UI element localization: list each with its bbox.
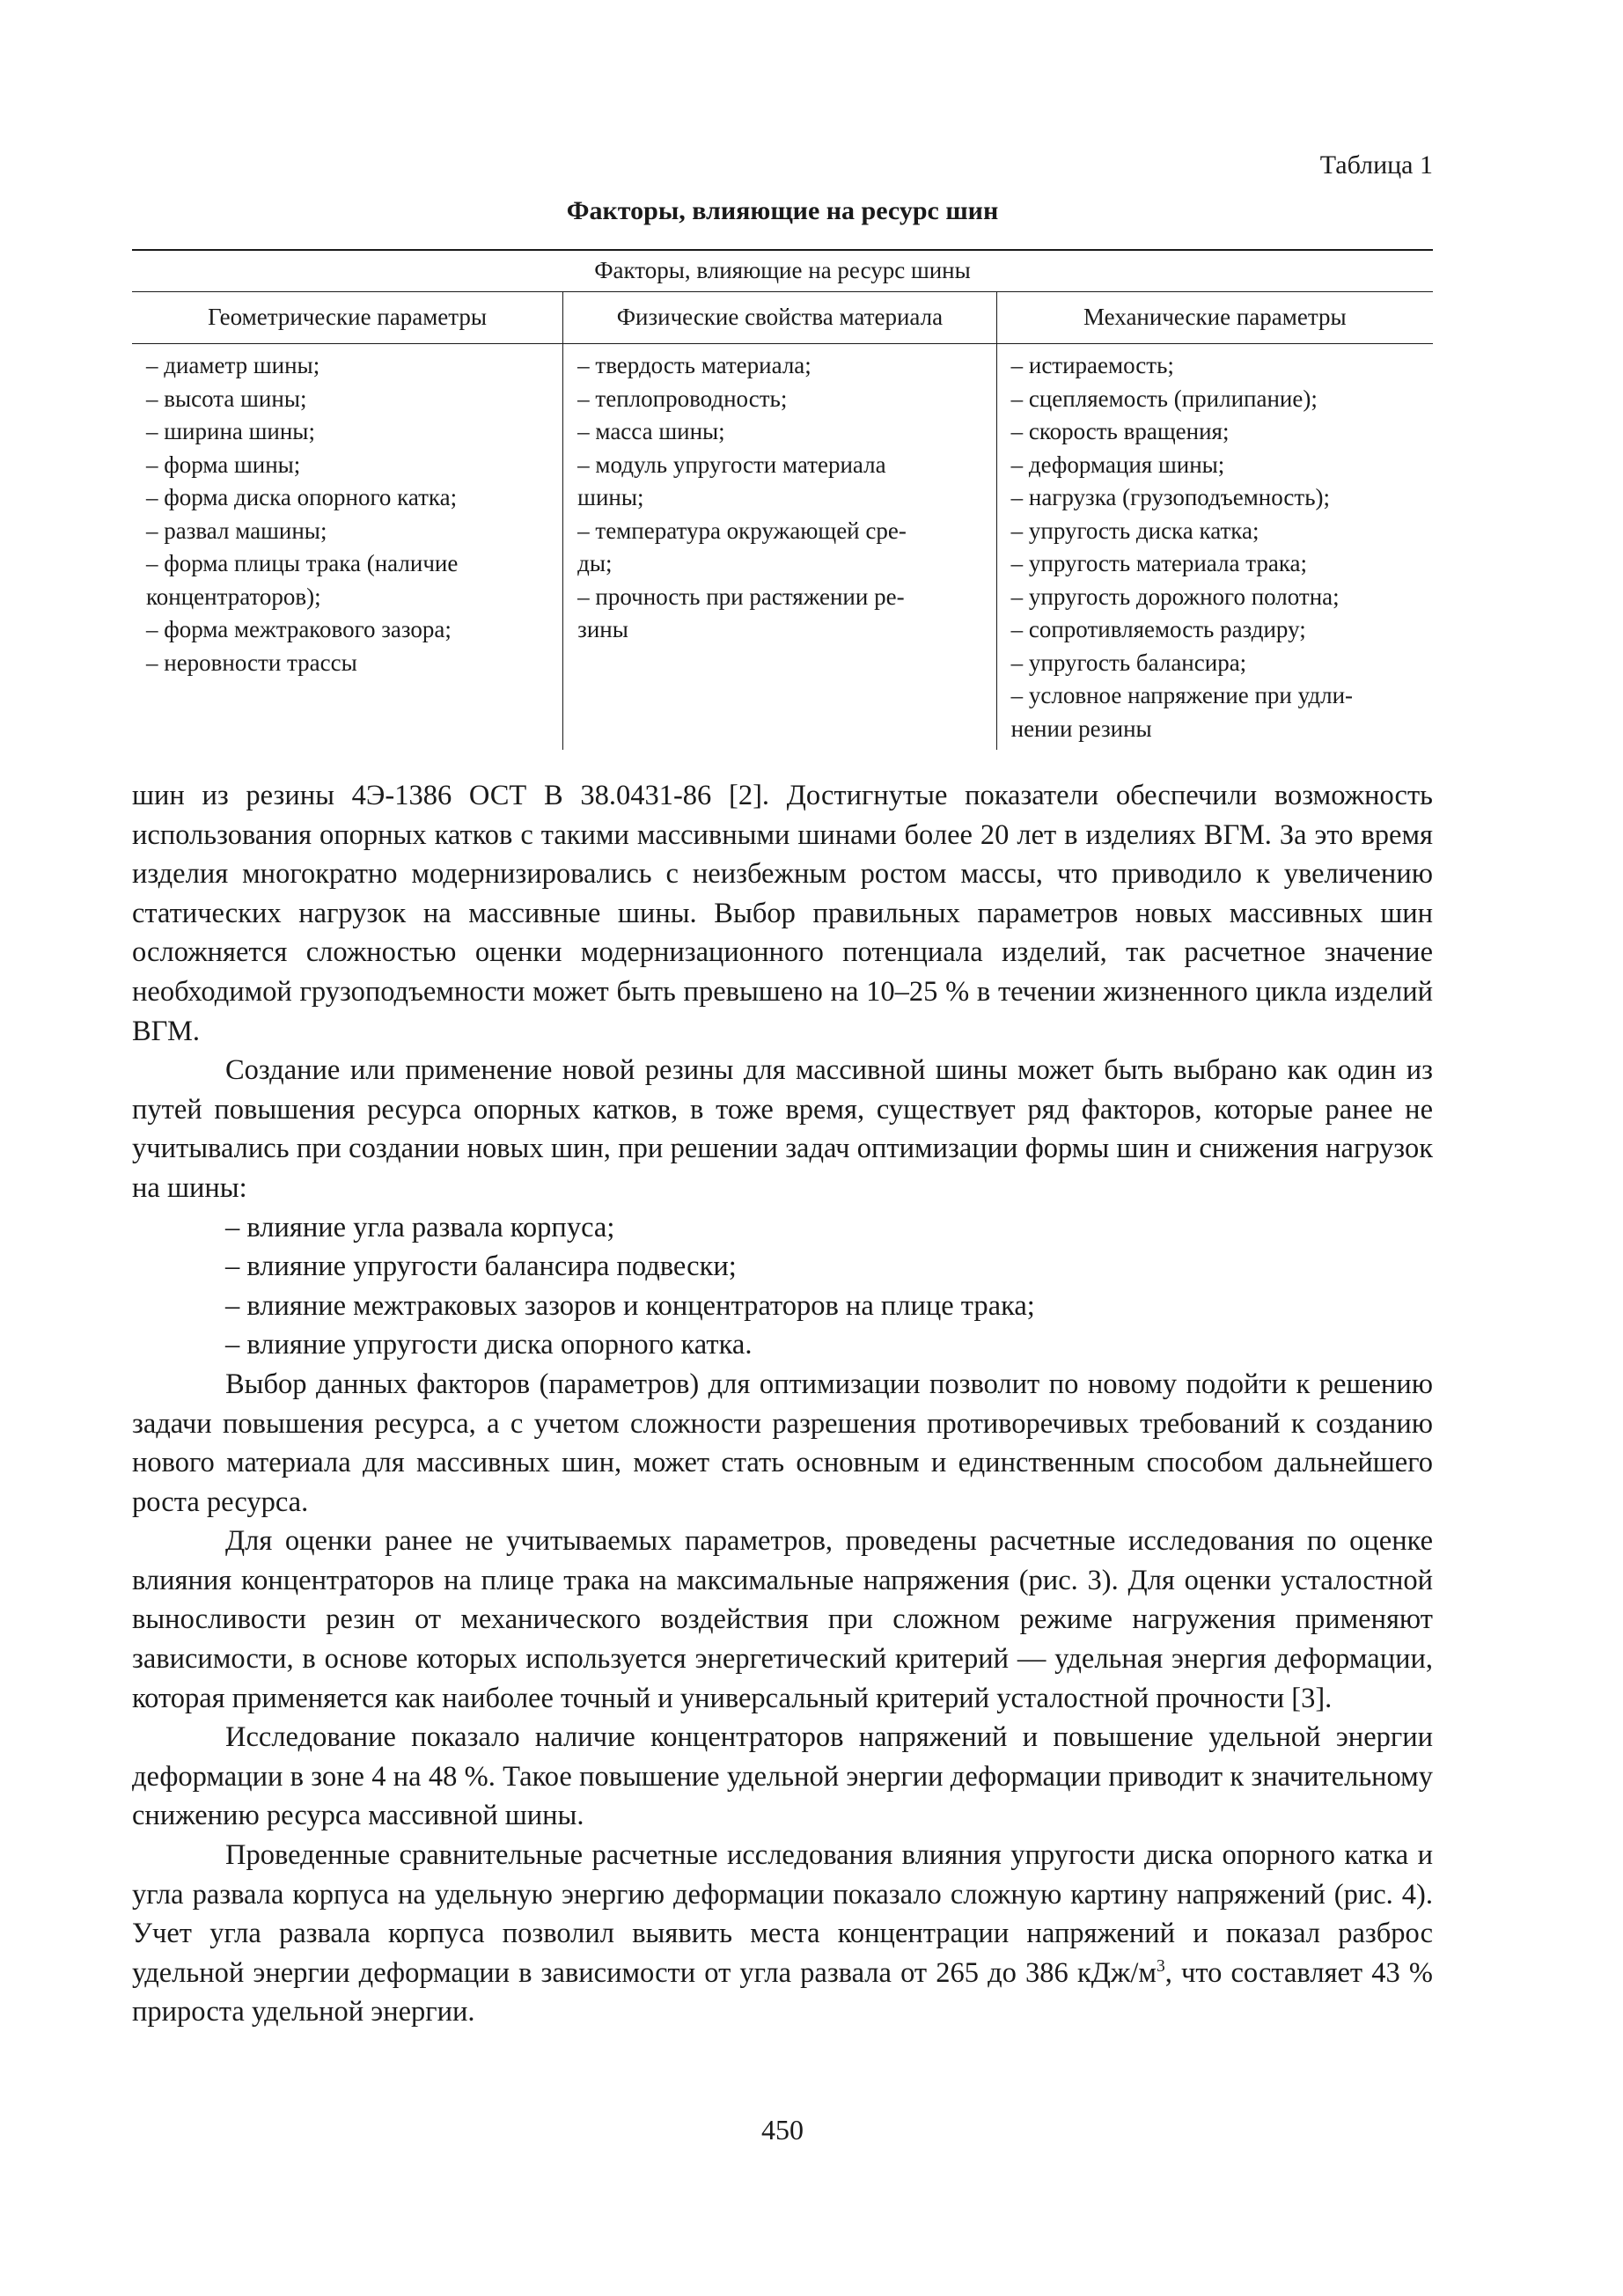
list-item: – влияние упругости диска опорного катка.	[225, 1329, 753, 1361]
paragraph-text: , что составляет 43 % прироста удельной энергии.	[132, 1956, 1433, 2028]
table-cell-geometric	[132, 344, 563, 751]
table-cell-mechanical	[996, 344, 1433, 751]
list-item: нении резины	[1010, 715, 1152, 742]
list-item: – форма шины;	[146, 451, 301, 478]
list-item: – твердость материала;	[577, 352, 812, 378]
column-header-physical: Физические свойства материала	[563, 292, 996, 344]
table-group-header: Факторы, влияющие на ресурс шины	[132, 250, 1433, 292]
paragraph-text: Проведенные сравнительные расчетные исследования влияния упругости диска опорного катка и угла развала корпуса на удельную энергию деформации показало сложную картину напряжений (рис. 4). Учет угла развала корпуса позволил выявить места концентрации напряжений и показал разброс удельной энергии деформации в зависимости от угла развала от 265 до 386 кДж/м	[132, 1839, 1433, 1989]
table-label: Таблица 1	[1319, 150, 1433, 180]
list-item: – диаметр шины;	[146, 352, 320, 378]
body-text	[132, 776, 1433, 2032]
list-item: – упругость диска катка;	[1010, 517, 1259, 544]
list-item: – упругость материала трака;	[1010, 550, 1308, 576]
list-item: зины	[577, 616, 628, 642]
table-column-header-row	[132, 292, 1433, 344]
paragraph: Для оценки ранее не учитываемых параметров, проведены расчетные исследования по оценке влияния концентраторов на плице трака на максимальные напряжения (рис. 3). Для оценки усталостной выносливости резин от механического воздействия при сложном режиме нагружения применяют зависимости, в основе которых используется энергетический критерий — удельная энергия деформации, которая применяется как наиболее точный и универсальный критерий усталостной прочности [3].	[132, 1525, 1433, 1714]
table-cell-physical	[563, 344, 996, 751]
list-item: шины;	[577, 484, 644, 510]
paragraph: Создание или применение новой резины для массивной шины может быть выбрано как один из путей повышения ресурса опорных катков, в тоже время, существует ряд факторов, которые ранее не учитывались при создании новых шин, при решении задач оптимизации формы шин и снижения нагрузок на шины:	[132, 1054, 1433, 1204]
list-item: – масса шины;	[577, 418, 725, 444]
paragraph: шин из резины 4Э-1386 ОСТ В 38.0431-86 [2]. Достигнутые показатели обеспечили возможность использования опорных катков с такими массивными шинами более 20 лет в изделиях ВГМ. За это время изделия многократно модернизировались с неизбежным ростом массы, что приводило к увеличению статических нагрузок на массивные шины. Выбор правильных параметров новых массивных шин осложняется сложностью оценки модернизационного потенциала изделий, так расчетное значение необходимой грузоподъемности может быть превышено на 10–25 % в течении жизненного цикла изделий ВГМ.	[132, 780, 1433, 1047]
list-item: – влияние угла развала корпуса;	[225, 1211, 615, 1243]
geometric-factors-list	[146, 349, 548, 679]
mechanical-factors-list	[1011, 349, 1419, 745]
column-header-mechanical: Механические параметры	[996, 292, 1433, 344]
list-item: ды;	[577, 550, 613, 576]
column-header-geometric: Геометрические параметры	[132, 292, 563, 344]
paragraph	[132, 1836, 1433, 2032]
list-item: – сцепляемость (прилипание);	[1010, 385, 1318, 412]
paragraph: Исследование показало наличие концентраторов напряжений и повышение удельной энергии деформации в зоне 4 на 48 %. Такое повышение удельной энергии деформации приводит к значительному снижению ресурса массивной шины.	[132, 1721, 1433, 1832]
list-item: – форма межтракового зазора;	[146, 616, 452, 642]
list-item: – модуль упругости материала	[577, 451, 886, 478]
list-item: – неровности трассы	[146, 649, 357, 676]
table-group-header-row	[132, 250, 1433, 292]
list-item: – прочность при растяжении ре-	[577, 583, 905, 610]
list-item: – влияние межтраковых зазоров и концентраторов на плице трака;	[225, 1289, 1035, 1322]
list-item: – деформация шины;	[1010, 451, 1225, 478]
list-item: – упругость балансира;	[1010, 649, 1247, 676]
list-item: – форма плицы трака (наличие	[146, 550, 459, 576]
physical-factors-list	[577, 349, 981, 647]
table-row	[132, 344, 1433, 751]
document-page	[132, 0, 1433, 2296]
paragraph: Выбор данных факторов (параметров) для оптимизации позволит по новому подойти к решению задачи повышения ресурса, а с учетом сложности разрешения противоречивых требований к созданию нового материала для массивных шин, может стать основным и единственным способом дальнейшего роста ресурса.	[132, 1368, 1433, 1518]
superscript: 3	[1156, 1956, 1165, 1976]
list-item: – влияние упругости балансира подвески;	[225, 1251, 737, 1283]
page-number: 450	[761, 2114, 804, 2146]
list-item: – высота шины;	[146, 385, 307, 412]
list-item: – условное напряжение при удли-	[1010, 682, 1354, 708]
list-item: – скорость вращения;	[1010, 418, 1230, 444]
list-item: – развал машины;	[146, 517, 327, 544]
list-item: – истираемость;	[1010, 352, 1174, 378]
list-item: – форма диска опорного катка;	[146, 484, 458, 510]
list-item: – упругость дорожного полотна;	[1010, 583, 1340, 610]
list-item: – сопротивляемость раздиру;	[1010, 616, 1306, 642]
list-item: – температура окружающей сре-	[577, 517, 907, 544]
list-item: концентраторов);	[146, 583, 321, 610]
list-item: – ширина шины;	[146, 418, 315, 444]
factors-table	[132, 249, 1433, 750]
list-item: – нагрузка (грузоподъемность);	[1010, 484, 1331, 510]
table-title: Факторы, влияющие на ресурс шин	[566, 196, 999, 225]
list-item: – теплопроводность;	[577, 385, 788, 412]
